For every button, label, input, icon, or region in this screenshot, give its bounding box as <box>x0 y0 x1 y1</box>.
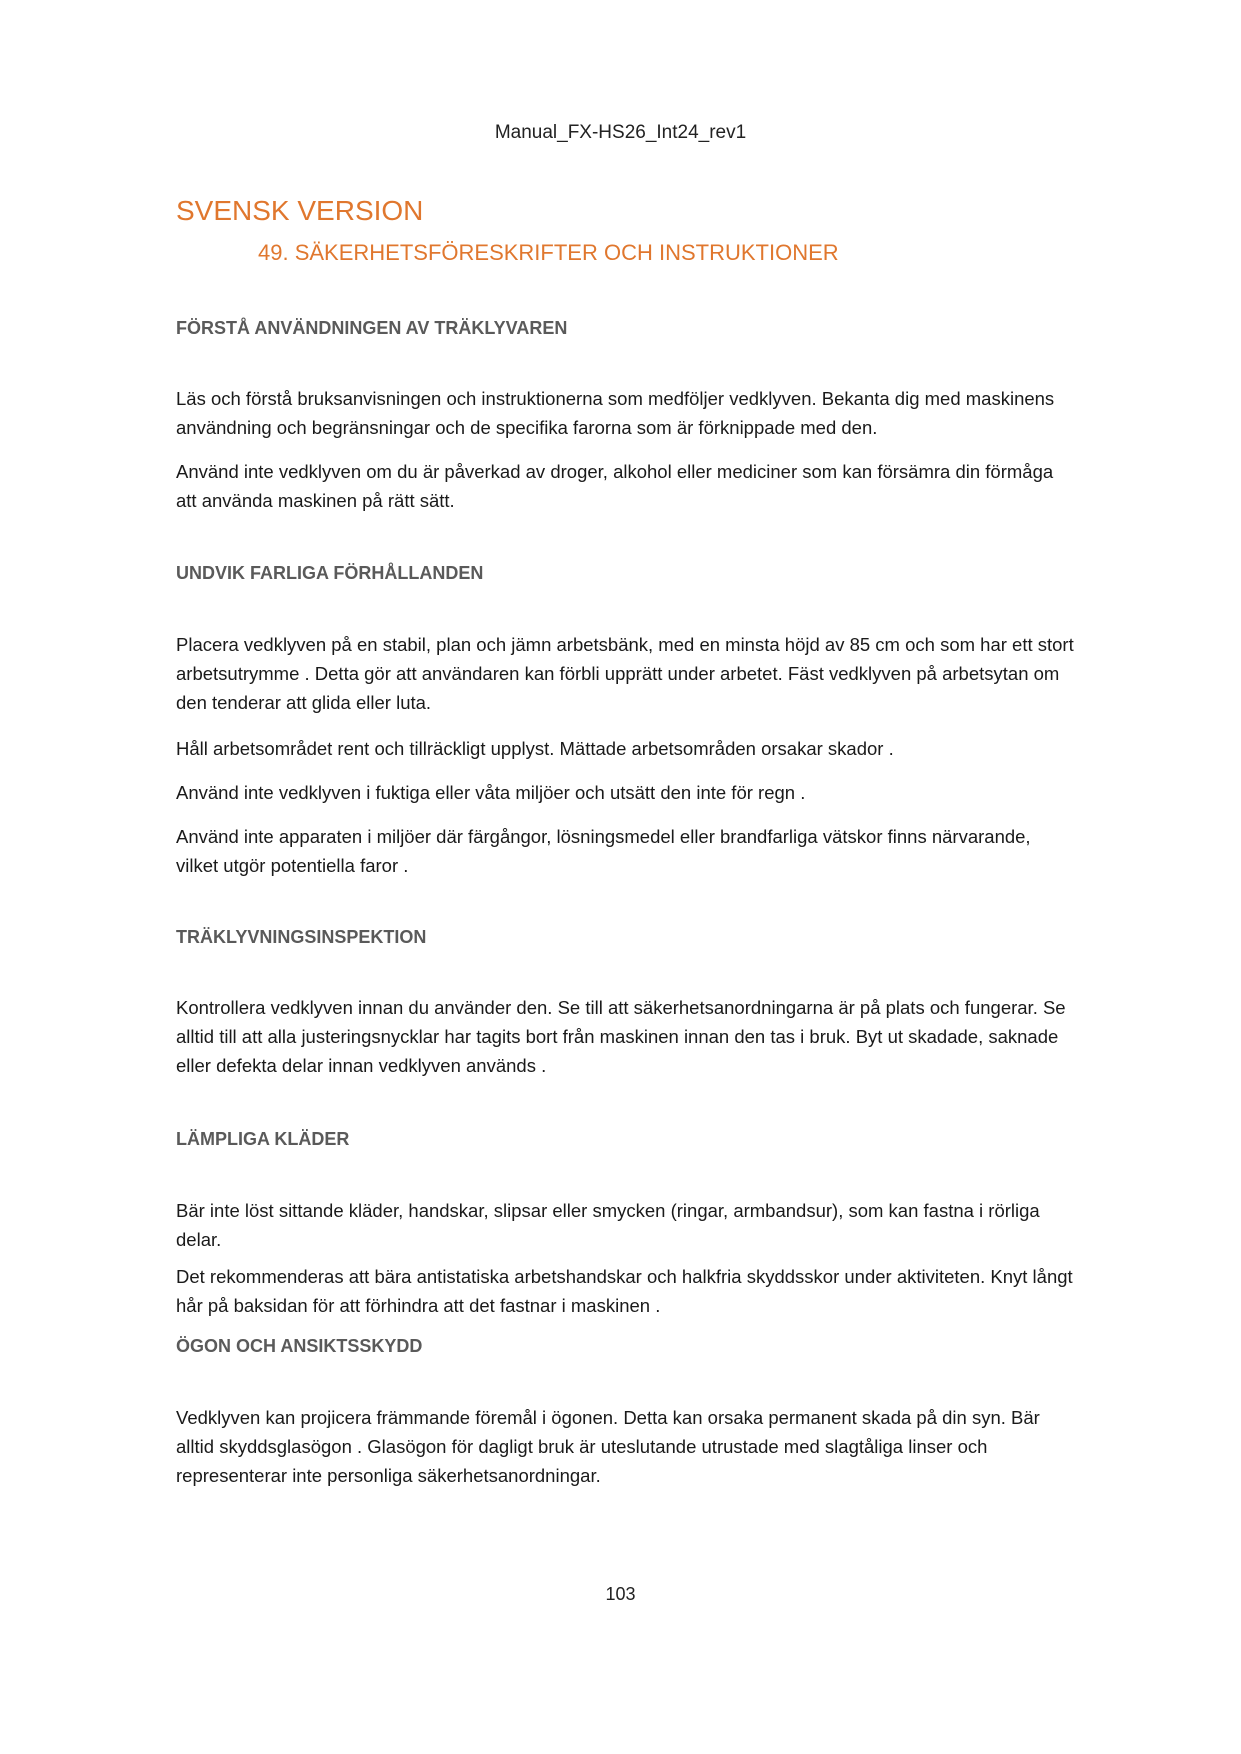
paragraph: Läs och förstå bruksanvisningen och instruktionerna som medföljer vedklyven. Bekanta dig med maskinens användning och begränsningar och de specifika farorna som är förknippade med den. <box>176 388 1055 438</box>
paragraph: Det rekommenderas att bära antistatiska arbetshandskar och halkfria skyddsskor under aktiviteten. Knyt långt hår på baksidan för att förhindra att det fastnar i maskinen . <box>176 1266 1073 1316</box>
paragraph: Använd inte vedklyven i fuktiga eller våta miljöer och utsätt den inte för regn . <box>176 782 806 803</box>
paragraph: Kontrollera vedklyven innan du använder den. Se till att säkerhetsanordningarna är på plats och fungerar. Se alltid till att alla justeringsnycklar har tagits bort från maskinen innan den tas i bruk. Byt ut skadade, saknade eller defekta delar innan vedklyven används . <box>176 997 1066 1076</box>
section-heading: FÖRSTÅ ANVÄNDNINGEN AV TRÄKLYVAREN <box>176 318 568 338</box>
paragraph: Placera vedklyven på en stabil, plan och jämn arbetsbänk, med en minsta höjd av 85 cm och som har ett stort arbetsutrymme . Detta gör att användaren kan förbli upprätt under arbetet. Fäst vedklyven på arbetsytan om den tenderar att glida eller luta. <box>176 634 1074 713</box>
page-title: SVENSK VERSION <box>176 195 424 226</box>
section-heading: TRÄKLYVNINGSINSPEKTION <box>176 927 427 947</box>
paragraph: Håll arbetsområdet rent och tillräckligt upplyst. Mättade arbetsområden orsakar skador . <box>176 738 894 759</box>
document-header: Manual_FX-HS26_Int24_rev1 <box>494 122 747 143</box>
section-heading: UNDVIK FARLIGA FÖRHÅLLANDEN <box>176 563 484 583</box>
paragraph: Använd inte apparaten i miljöer där färgångor, lösningsmedel eller brandfarliga vätskor finns närvarande, vilket utgör potentiella faror . <box>176 826 1031 876</box>
paragraph: Vedklyven kan projicera främmande föremål i ögonen. Detta kan orsaka permanent skada på din syn. Bär alltid skyddsglasögon . Glasögon för dagligt bruk är uteslutande utrustade med slagtåliga linser och representerar inte personliga säkerhetsanordningar. <box>176 1407 1040 1486</box>
paragraph: Använd inte vedklyven om du är påverkad av droger, alkohol eller mediciner som kan försämra din förmåga att använda maskinen på rätt sätt. <box>176 461 1054 511</box>
page-number: 103 <box>605 1584 636 1604</box>
section-heading: LÄMPLIGA KLÄDER <box>176 1129 350 1149</box>
chapter-heading: 49. SÄKERHETSFÖRESKRIFTER OCH INSTRUKTIONER <box>258 240 839 265</box>
section-heading: ÖGON OCH ANSIKTSSKYDD <box>176 1336 423 1356</box>
paragraph: Bär inte löst sittande kläder, handskar, slipsar eller smycken (ringar, armbandsur), som kan fastna i rörliga delar. <box>176 1200 1040 1250</box>
